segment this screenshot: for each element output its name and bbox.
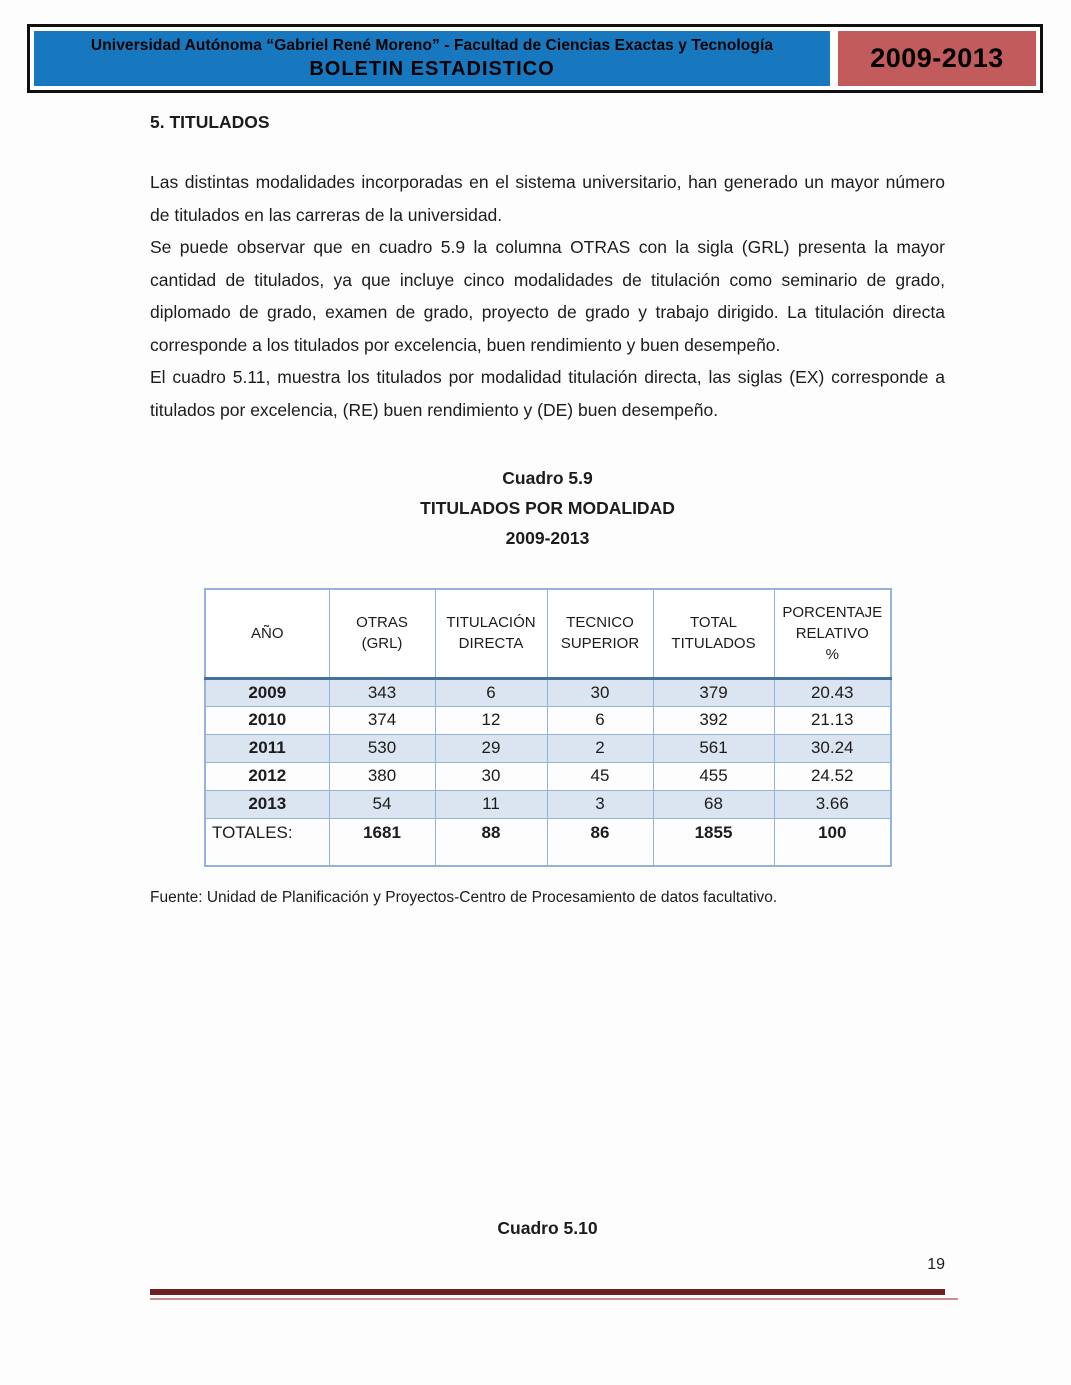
table-cell: 3.66 bbox=[774, 790, 891, 818]
table-cell: 6 bbox=[547, 706, 653, 734]
col-header-line: TECNICO bbox=[566, 614, 634, 632]
col-header-anio bbox=[205, 589, 329, 678]
table-cell: 11 bbox=[435, 790, 547, 818]
header-blue-panel bbox=[34, 31, 830, 86]
table-cell: 3 bbox=[547, 790, 653, 818]
footer-rule-thick bbox=[150, 1289, 945, 1295]
year-cell: 2013 bbox=[205, 790, 329, 818]
cuadro-5-9-period: 2009-2013 bbox=[505, 528, 590, 548]
col-header-porcentaje bbox=[774, 589, 891, 678]
col-header-line: SUPERIOR bbox=[560, 635, 640, 653]
year-cell: 2009 bbox=[205, 678, 329, 706]
table-row-2009 bbox=[205, 678, 891, 706]
table-cell: 380 bbox=[329, 762, 435, 790]
page-number: 19 bbox=[927, 1256, 945, 1273]
year-cell: 2011 bbox=[205, 734, 329, 762]
col-header-titulacion-directa bbox=[435, 589, 547, 678]
table-cell: 30 bbox=[547, 678, 653, 706]
cuadro-5-9-heading bbox=[150, 463, 945, 553]
cuadro-5-9-label: Cuadro 5.9 bbox=[502, 468, 593, 488]
section-title: 5. TITULADOS bbox=[150, 112, 270, 132]
table-cell: 24.52 bbox=[774, 762, 891, 790]
table-row-2010 bbox=[205, 706, 891, 734]
body-text bbox=[150, 166, 945, 426]
col-header-line: RELATIVO bbox=[795, 624, 869, 642]
col-header-line: % bbox=[825, 645, 839, 663]
cuadro-5-10-heading bbox=[150, 1213, 945, 1243]
table-header-row bbox=[205, 589, 891, 678]
cuadro-5-9-title: TITULADOS POR MODALIDAD bbox=[420, 498, 675, 518]
col-header-line: OTRAS bbox=[356, 614, 408, 632]
col-header-line: AÑO bbox=[250, 624, 284, 642]
year-cell: 2010 bbox=[205, 706, 329, 734]
table-cell: 45 bbox=[547, 762, 653, 790]
table-row-2011 bbox=[205, 734, 891, 762]
table-cell: 379 bbox=[653, 678, 774, 706]
year-cell: 2012 bbox=[205, 762, 329, 790]
table-cell: 12 bbox=[435, 706, 547, 734]
table-cell: 561 bbox=[653, 734, 774, 762]
table-row-totals bbox=[205, 818, 891, 866]
paragraph-1: Las distintas modalidades incorporadas en el sistema universitario, han generado un mayor número de titulados en las carreras de la universidad. bbox=[150, 172, 945, 225]
bulletin-title: BOLETIN ESTADISTICO bbox=[309, 57, 555, 80]
totals-cell: 86 bbox=[547, 818, 653, 866]
col-header-otras bbox=[329, 589, 435, 678]
totals-cell: 100 bbox=[774, 818, 891, 866]
table-cell: 30.24 bbox=[774, 734, 891, 762]
table-cell: 455 bbox=[653, 762, 774, 790]
totals-label: TOTALES: bbox=[205, 818, 329, 866]
header-banner bbox=[27, 24, 1043, 93]
col-header-tecnico-superior bbox=[547, 589, 653, 678]
col-header-line: PORCENTAJE bbox=[782, 603, 883, 621]
cuadro-5-10-label: Cuadro 5.10 bbox=[497, 1218, 598, 1238]
totals-cell: 1681 bbox=[329, 818, 435, 866]
table-cell: 29 bbox=[435, 734, 547, 762]
university-title: Universidad Autónoma “Gabriel René Moreno” - Facultad de Ciencias Exactas y Tecnología bbox=[90, 36, 774, 54]
col-header-line: TOTAL bbox=[690, 614, 737, 632]
col-header-line: TITULACIÓN bbox=[446, 614, 536, 632]
col-header-line: TITULADOS bbox=[671, 635, 756, 653]
paragraph-2: Se puede observar que en cuadro 5.9 la columna OTRAS con la sigla (GRL) presenta la mayor cantidad de titulados, ya que incluye cinco modalidades de titulación como seminario de grado, diplomado de grado, examen de grado, proyecto de grado y trabajo dirigido. La titulación directa corresponde a los titulados por excelencia, buen rendimiento y buen desempeño. bbox=[150, 237, 945, 355]
col-header-line: DIRECTA bbox=[458, 635, 524, 653]
table-row-2012 bbox=[205, 762, 891, 790]
table-cell: 30 bbox=[435, 762, 547, 790]
table-cell: 343 bbox=[329, 678, 435, 706]
table-row-2013 bbox=[205, 790, 891, 818]
totals-cell: 88 bbox=[435, 818, 547, 866]
source-note: Fuente: Unidad de Planificación y Proyectos-Centro de Procesamiento de datos facultativo. bbox=[150, 889, 778, 906]
table-cell: 54 bbox=[329, 790, 435, 818]
period-badge: 2009-2013 bbox=[838, 31, 1036, 86]
table-cell: 530 bbox=[329, 734, 435, 762]
paragraph-3: El cuadro 5.11, muestra los titulados por modalidad titulación directa, las siglas (EX) corresponde a titulados por excelencia, (RE) buen rendimiento y (DE) buen desempeño. bbox=[150, 367, 945, 420]
col-header-line: (GRL) bbox=[361, 635, 403, 653]
table-cell: 6 bbox=[435, 678, 547, 706]
table-cell: 2 bbox=[547, 734, 653, 762]
table-cell: 374 bbox=[329, 706, 435, 734]
table-cell: 21.13 bbox=[774, 706, 891, 734]
table-cell: 68 bbox=[653, 790, 774, 818]
totals-cell: 1855 bbox=[653, 818, 774, 866]
table-cell: 20.43 bbox=[774, 678, 891, 706]
table-cell: 392 bbox=[653, 706, 774, 734]
footer-rule-thin bbox=[150, 1298, 958, 1300]
titulados-table bbox=[204, 588, 892, 867]
col-header-total-titulados bbox=[653, 589, 774, 678]
